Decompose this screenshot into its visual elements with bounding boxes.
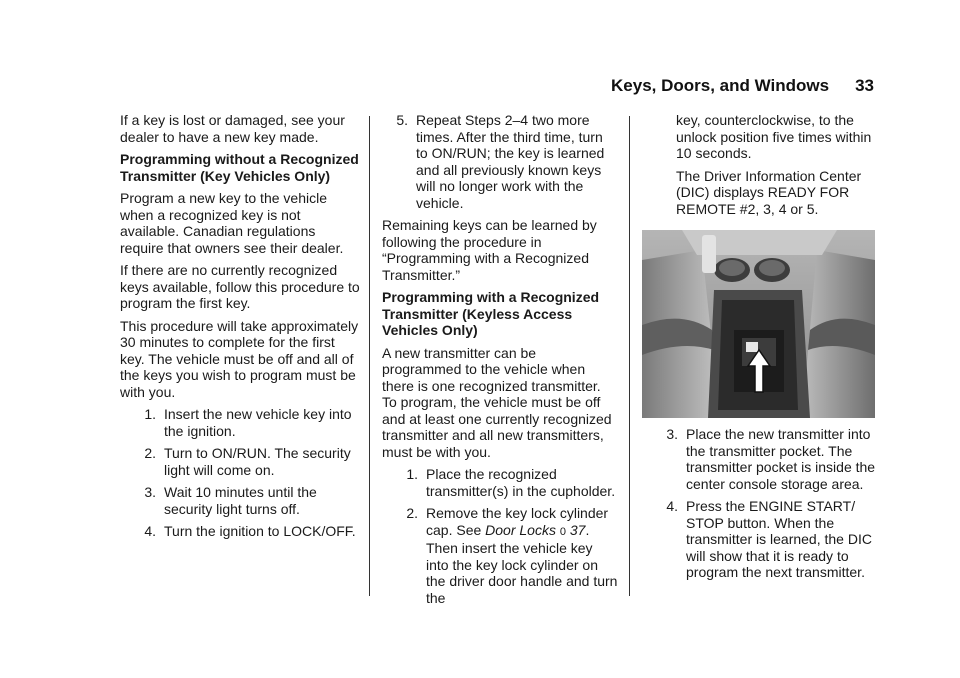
page-reference[interactable]: 37	[569, 521, 586, 538]
step-text: Wait 10 minutes until the security light turns off.	[164, 484, 317, 517]
center-console-photo	[642, 230, 875, 418]
step-text-pre: Remove the key lock cylinder cap. See	[426, 505, 609, 538]
step-list	[382, 466, 618, 606]
step-number: 3.	[144, 484, 156, 500]
list-item	[120, 484, 360, 517]
column-right	[642, 112, 878, 223]
center-console-transmitter-pocket-photo-icon	[642, 230, 875, 418]
list-item	[382, 112, 618, 211]
step-list	[120, 406, 360, 540]
step-text: Place the recognized transmitter(s) in the cupholder.	[426, 466, 616, 499]
column-right-lower	[642, 426, 878, 587]
column-divider	[369, 116, 370, 596]
step-number: 4.	[144, 523, 156, 539]
section-heading: Programming without a Recognized Transmitter (Key Vehicles Only)	[120, 151, 359, 184]
step-text: Insert the new vehicle key into the ignition.	[164, 406, 352, 439]
step-list	[642, 426, 878, 581]
paragraph: Program a new key to the vehicle when a recognized key is not available. Canadian regulations require that owners see their dealer.	[120, 190, 344, 256]
page-arrow-icon: 0	[559, 525, 566, 538]
list-item	[642, 426, 878, 492]
column-divider	[629, 116, 630, 596]
list-item	[382, 505, 618, 606]
section-heading: Programming with a Recognized Transmitter (Keyless Access Vehicles Only)	[382, 289, 600, 338]
cross-reference-link[interactable]: Door Locks	[485, 521, 556, 538]
page-header	[611, 76, 874, 96]
list-item	[382, 466, 618, 499]
list-item	[120, 445, 360, 478]
column-left	[120, 112, 360, 546]
step-text: Turn to ON/RUN. The security light will come on.	[164, 445, 351, 478]
list-item	[120, 406, 360, 439]
step-number: 2.	[406, 505, 418, 521]
paragraph: This procedure will take approximately 30 minutes to complete for the first key. The vehicle must be off and all of the keys you wish to program must be with you.	[120, 317, 359, 400]
step-number: 3.	[666, 426, 678, 442]
column-middle	[382, 112, 618, 612]
section-title: Keys, Doors, and Windows	[611, 76, 830, 95]
paragraph: A new transmitter can be programmed to the vehicle when there is one recognized transmitter. To program, the vehicle must be off and at least one currently recognized transmitter and all new transmitters, must be with you.	[382, 344, 612, 460]
paragraph-lost-key: If a key is lost or damaged, see your dealer to have a new key made.	[120, 112, 345, 145]
step-text	[426, 505, 618, 606]
step-number: 2.	[144, 445, 156, 461]
step-number: 4.	[666, 498, 678, 514]
step-text: Place the new transmitter into the transmitter pocket. The transmitter pocket is inside the center console storage area.	[686, 426, 876, 492]
list-item	[120, 523, 360, 540]
step-text: Turn the ignition to LOCK/OFF.	[164, 523, 356, 539]
paragraph: If there are no currently recognized keys available, follow this procedure to program the first key.	[120, 262, 360, 311]
step-text: Press the ENGINE START/ STOP button. When the transmitter is learned, the DIC will show that it is ready to program the next transmitter.	[686, 498, 872, 580]
step-number: 5.	[396, 112, 408, 128]
page-number: 33	[855, 76, 874, 95]
paragraph-dic: The Driver Information Center (DIC) displays READY FOR REMOTE #2, 3, 4 or 5.	[676, 167, 862, 217]
step-number: 1.	[406, 466, 418, 482]
step-text-post: . Then insert the vehicle key into the key lock cylinder on the driver door handle and turn the	[426, 521, 618, 606]
step-continuation: key, counterclockwise, to the unlock position five times within 10 seconds.	[676, 112, 872, 161]
paragraph: Remaining keys can be learned by following the procedure in “Programming with a Recognized Transmitter.”	[382, 217, 597, 283]
step-number: 1.	[144, 406, 156, 422]
step-text: Repeat Steps 2–4 two more times. After the third time, turn to ON/RUN; the key is learned and all previously known keys will no longer work with the vehicle.	[416, 112, 605, 211]
list-item	[642, 498, 878, 581]
